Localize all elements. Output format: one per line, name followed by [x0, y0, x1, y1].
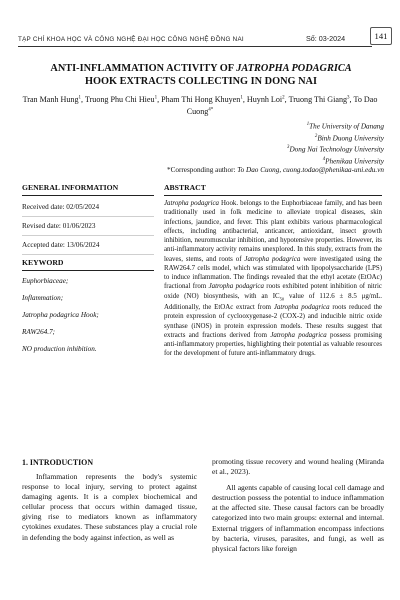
abstract-text: Jatropha podagrica Hook. belongs to the Euphorbiaceae family, and has been traditionally used in folk medicine to alleviate tropical diseases, skin infections, jaundice, and fever. This plant exhibits various pharmacological effects, including antibacterial, anticancer, antioxidant, insect growth inhibition, neuromuscular inhibition, and hypotensive properties. However, its anti-inflammatory activity remains unexplored. In this study, extracts from the leaves, stems, and roots of Jatropha podagrica were investigated using the RAW264.7 cells model, which was stimulated with lipopolysaccharide (LPS) to induce inflammation. The findings revealed that the ethyl acetate (EtOAc) fractional from Jatropha podagrica roots exhibited potent inhibition of nitric oxide (NO) biosynthesis, with an $IC_{50}$ value of 112.6 ± 8.5 μg/mL. Additionally, the EtOAc extract from Jatropha podagrica roots reduced the protein expression of cyclooxygenase-2 (COX-2) and inducible nitric oxide synthase (iNOS) in protein expression models. These results suggest that extracts and fractions derived from Jatropha podagrica possess promising anti-inflammatory properties, highlighting their potential as valuable resources for the development of future anti-inflammatory drugs. — [164, 200, 382, 358]
header-rule — [18, 46, 372, 47]
journal-name: TẠP CHÍ KHOA HỌC VÀ CÔNG NGHỆ ĐẠI HỌC CÔNG NGHỆ ĐỒNG NAI — [18, 36, 244, 43]
keyword: Jatropha podagrica Hook; — [22, 311, 99, 319]
title-species: JATROPHA PODAGRICA — [236, 63, 352, 74]
author: To Dao Cuong$^{4*}$ — [186, 94, 378, 116]
accepted-date: Accepted date: 13/06/2024 — [22, 236, 154, 255]
introduction-paragraph-left: Inflammation represents the body's systemic response to local injury, serving to protect against damaging agents. It is a complex biochemical and cellular process that occurs within damaged tissue, giving rise to mediators known as inflammatory cytokines exudates. These substances play a crucial role in defending the body against infection, as well as — [22, 472, 197, 542]
corresponding-author: *Corresponding author: To Dao Cuong, cuong.todao@phenikaa-uni.edu.vn — [167, 166, 384, 175]
journal-header — [18, 27, 388, 51]
keyword: Euphorbiaceae; — [22, 277, 69, 285]
revised-date: Revised date: 01/06/2023 — [22, 217, 154, 236]
introduction-heading: 1. INTRODUCTION — [22, 458, 94, 467]
author: Pham Thi Hong Khuyen$^1$, — [161, 94, 247, 104]
article-dates — [22, 198, 154, 255]
author: Huynh Loi$^2$, — [246, 94, 289, 104]
introduction-column-right — [212, 457, 384, 554]
affiliation: $^3$Dong Nai Technology University — [287, 145, 384, 154]
title-part-2: HOOK EXTRACTS COLLECTING IN DONG NAI — [84, 76, 317, 87]
introduction-paragraph: All agents capable of causing local cell damage and destruction possess the potential to induce inflammation at the affected site. These causal factors can be broadly categorized into two main groups: external and internal. External triggers of inflammation encompass infections by bacteria, viruses, parasites, and fungi, as well as physical factors like foreign — [212, 483, 384, 553]
affiliations — [84, 120, 384, 176]
author: Truong Phu Chi Hieu$^1$, — [84, 94, 162, 104]
author: Truong Thi Giang$^3$, — [288, 94, 354, 104]
paper-title — [20, 62, 382, 88]
affiliation: $^2$Binh Duong University — [314, 133, 384, 142]
received-date: Received date: 02/05/2024 — [22, 198, 154, 217]
author: Tran Manh Hung$^1$, — [22, 94, 85, 104]
title-part-1: ANTI-INFLAMMATION ACTIVITY OF — [50, 63, 234, 74]
general-info-heading: GENERAL INFORMATION — [22, 183, 154, 196]
issue-number: Số: 03-2024 — [306, 34, 346, 43]
author-list — [22, 93, 378, 117]
affiliation: $^4$Phenikaa University — [322, 156, 384, 166]
keyword: NO production inhibition. — [22, 345, 97, 353]
keyword-heading: KEYWORD — [22, 258, 154, 271]
abstract-heading: ABSTRACT — [164, 183, 382, 196]
keyword-list — [22, 273, 154, 358]
page-number: 141 — [370, 27, 392, 45]
keyword: RAW264.7; — [22, 328, 56, 336]
keyword: Inflammation; — [22, 294, 64, 302]
affiliation: $^1$The University of Danang — [306, 122, 384, 131]
introduction-paragraph: promoting tissue recovery and wound healing (Miranda et al., 2023). — [212, 457, 384, 477]
